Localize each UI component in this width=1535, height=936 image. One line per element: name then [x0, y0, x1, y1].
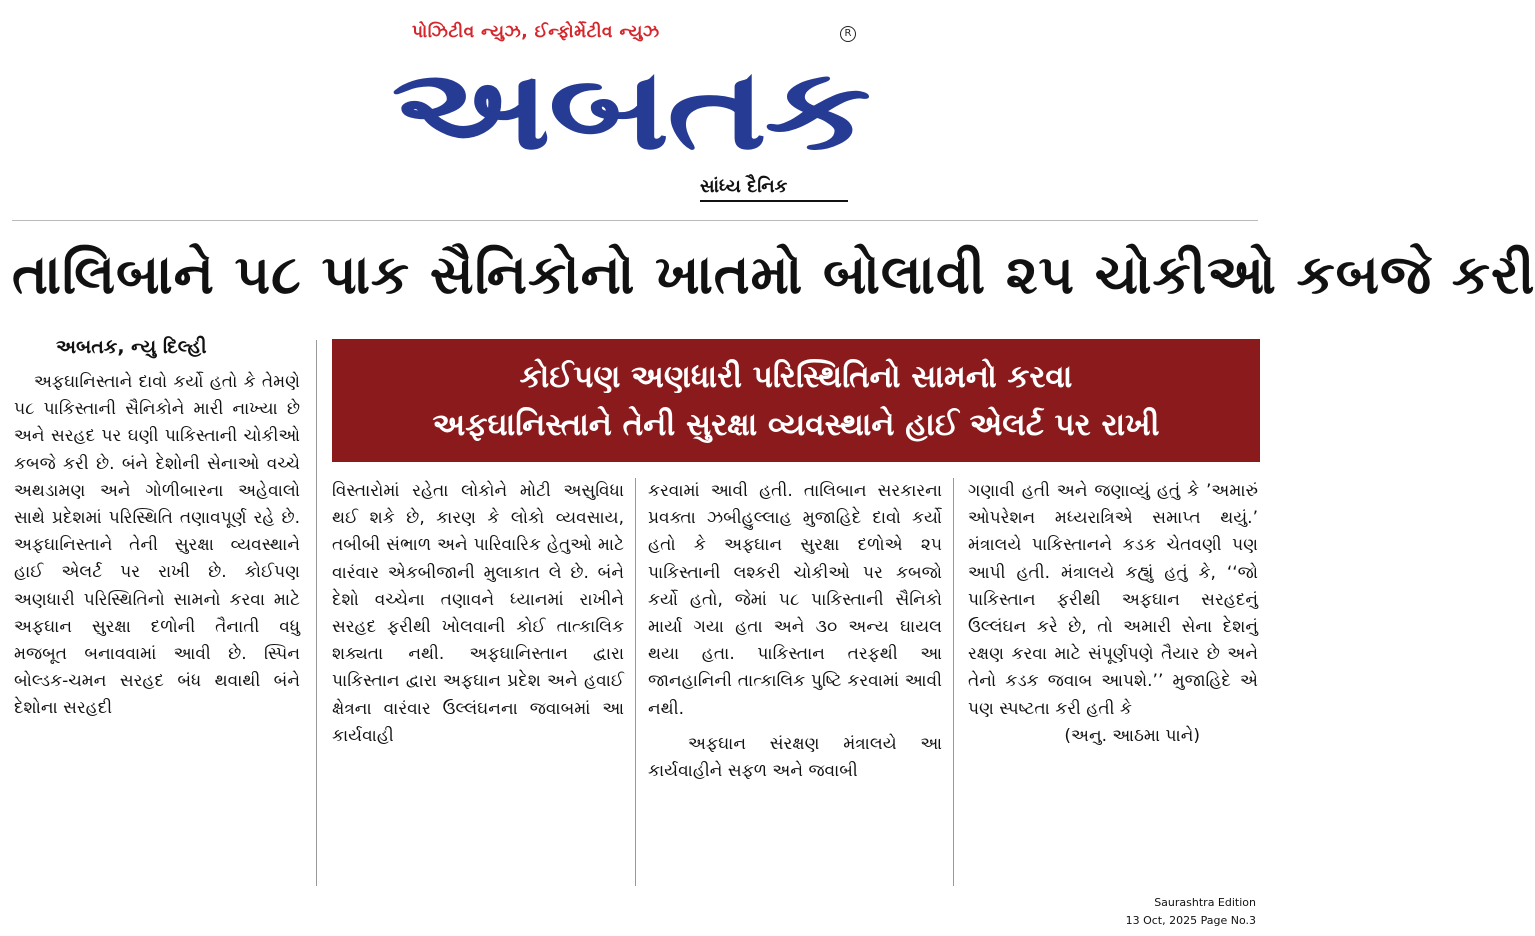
subtitle-underline	[700, 200, 848, 202]
article-subhead-box	[332, 339, 1260, 462]
column-2-text: વિસ્તારોમાં રહેતા લોકોને મોટી અસુવિધા થઈ શકે છે, કારણ કે લોકો વ્યવસાય, તબીબી સંભાળ અને પારિવારિક હેતુઓ માટે વારંવાર એકબીજાની મુલાકાત લે છે. બંને દેશો વચ્ચેના તણાવને ધ્યાનમાં રાખીને સરહદ ફરીથી ખોલવાની કોઈ તાત્કાલિક શક્યતા નથી. અફઘાનિસ્તાન દ્વારા પાકિસ્તાન દ્વારા અફઘાન પ્રદેશ અને હવાઈ ક્ષેત્રના વારંવાર ઉલ્લંઘનના જવાબમાં આ કાર્યવાહી	[332, 481, 624, 746]
subhead-line-1: કોઈપણ અણધારી પરિસ્થિતિનો સામનો કરવા	[519, 358, 1073, 395]
edition-date-page: 13 Oct, 2025 Page No.3	[1125, 914, 1256, 927]
continued-on-page: (અનુ. આઠમા પાને)	[1064, 725, 1200, 746]
column-3-paragraph-1: કરવામાં આવી હતી. તાલિબાન સરકારના પ્રવક્તા ઝબીહુલ્લાહ મુજાહિદે દાવો કર્યો હતો કે અફઘાન સુરક્ષા દળોએ ૨૫ પાકિસ્તાની લશ્કરી ચોકીઓ પર કબજો કર્યો હતો, જેમાં ૫૮ પાકિસ્તાની સૈનિકો માર્યા ગયા હતા અને ૩૦ અન્ય ઘાયલ થયા હતા. પાકિસ્તાન તરફથી આ જાનહાનિની તાત્કાલિક પુષ્ટિ કરવામાં આવી નથી.	[648, 481, 942, 719]
column-divider-3	[953, 478, 954, 886]
registered-mark: R	[840, 26, 856, 42]
article-headline: તાલિબાને ૫૮ પાક સૈનિકોનો ખાતમો બોલાવી ૨૫ ચોકીઓ કબજે કરી	[12, 243, 1535, 306]
column-4-text: ગણાવી હતી અને જણાવ્યું હતું કે ’અમારું ઓપરેશન મધ્યરાત્રિએ સમાપ્ત થયું.’ મંત્રાલયે પાકિસ્તાનને કડક ચેતવણી પણ આપી હતી. મંત્રાલયે કહ્યું હતું કે, ‘‘જો પાકિસ્તાન ફરીથી અફઘાન સરહદનું ઉલ્લંઘન કરે છે, તો અમારી સેના દેશનું રક્ષણ કરવા માટે સંપૂર્ણપણે તૈયાર છે અને તેનો કડક જવાબ આપશે.’’ મુજાહિદે એ પણ સ્પષ્ટતા કરી હતી કે	[968, 481, 1258, 719]
newspaper-logo: અબતક	[391, 45, 869, 175]
masthead-divider	[12, 220, 1258, 221]
article-column-1	[14, 369, 300, 887]
column-divider-2	[635, 478, 636, 886]
masthead	[0, 0, 1268, 215]
masthead-subtitle: સાંધ્ય દૈનિક	[700, 176, 788, 197]
subhead-line-2: અફઘાનિસ્તાને તેની સુરક્ષા વ્યવસ્થાને હાઈ એલર્ટ પર રાખી	[432, 406, 1160, 443]
article-dateline: અબતક, ન્યુ દિલ્હી	[56, 336, 207, 358]
article-column-4	[968, 478, 1258, 887]
edition-name: Saurashtra Edition	[1154, 896, 1256, 909]
column-3-paragraph-2: અફઘાન સંરક્ષણ મંત્રાલયે આ કાર્યવાહીને સફળ અને જવાબી	[648, 733, 942, 782]
column-1-text: અફઘાનિસ્તાને દાવો કર્યો હતો કે તેમણે ૫૮ પાકિસ્તાની સૈનિકોને મારી નાખ્યા છે અને સરહદ પર ઘણી પાકિસ્તાની ચોકીઓ કબજે કરી છે. બંને દેશોની સેનાઓ વચ્ચે અથડામણ અને ગોળીબારના અહેવાલો સાથે પ્રદેશમાં પરિસ્થિતિ તણાવપૂર્ણ રહે છે. અફઘાનિસ્તાને તેની સુરક્ષા વ્યવસ્થાને હાઈ એલર્ટ પર રાખી છે. કોઈપણ અણધારી પરિસ્થિતિનો સામનો કરવા માટે અફઘાન સુરક્ષા દળોની તૈનાતી વધુ મજબૂત બનાવવામાં આવી છે. સ્પિન બોલ્ડક-ચમન સરહદ બંધ થવાથી બંને દેશોના સરહદી	[14, 372, 300, 719]
article-column-3	[648, 478, 942, 887]
masthead-tagline: પોઝિટીવ ન્યુઝ, ઈન્ફોર્મેટીવ ન્યુઝ	[412, 22, 660, 42]
column-divider-1	[316, 340, 317, 886]
edition-info	[1126, 894, 1256, 930]
article-column-2	[332, 478, 624, 887]
